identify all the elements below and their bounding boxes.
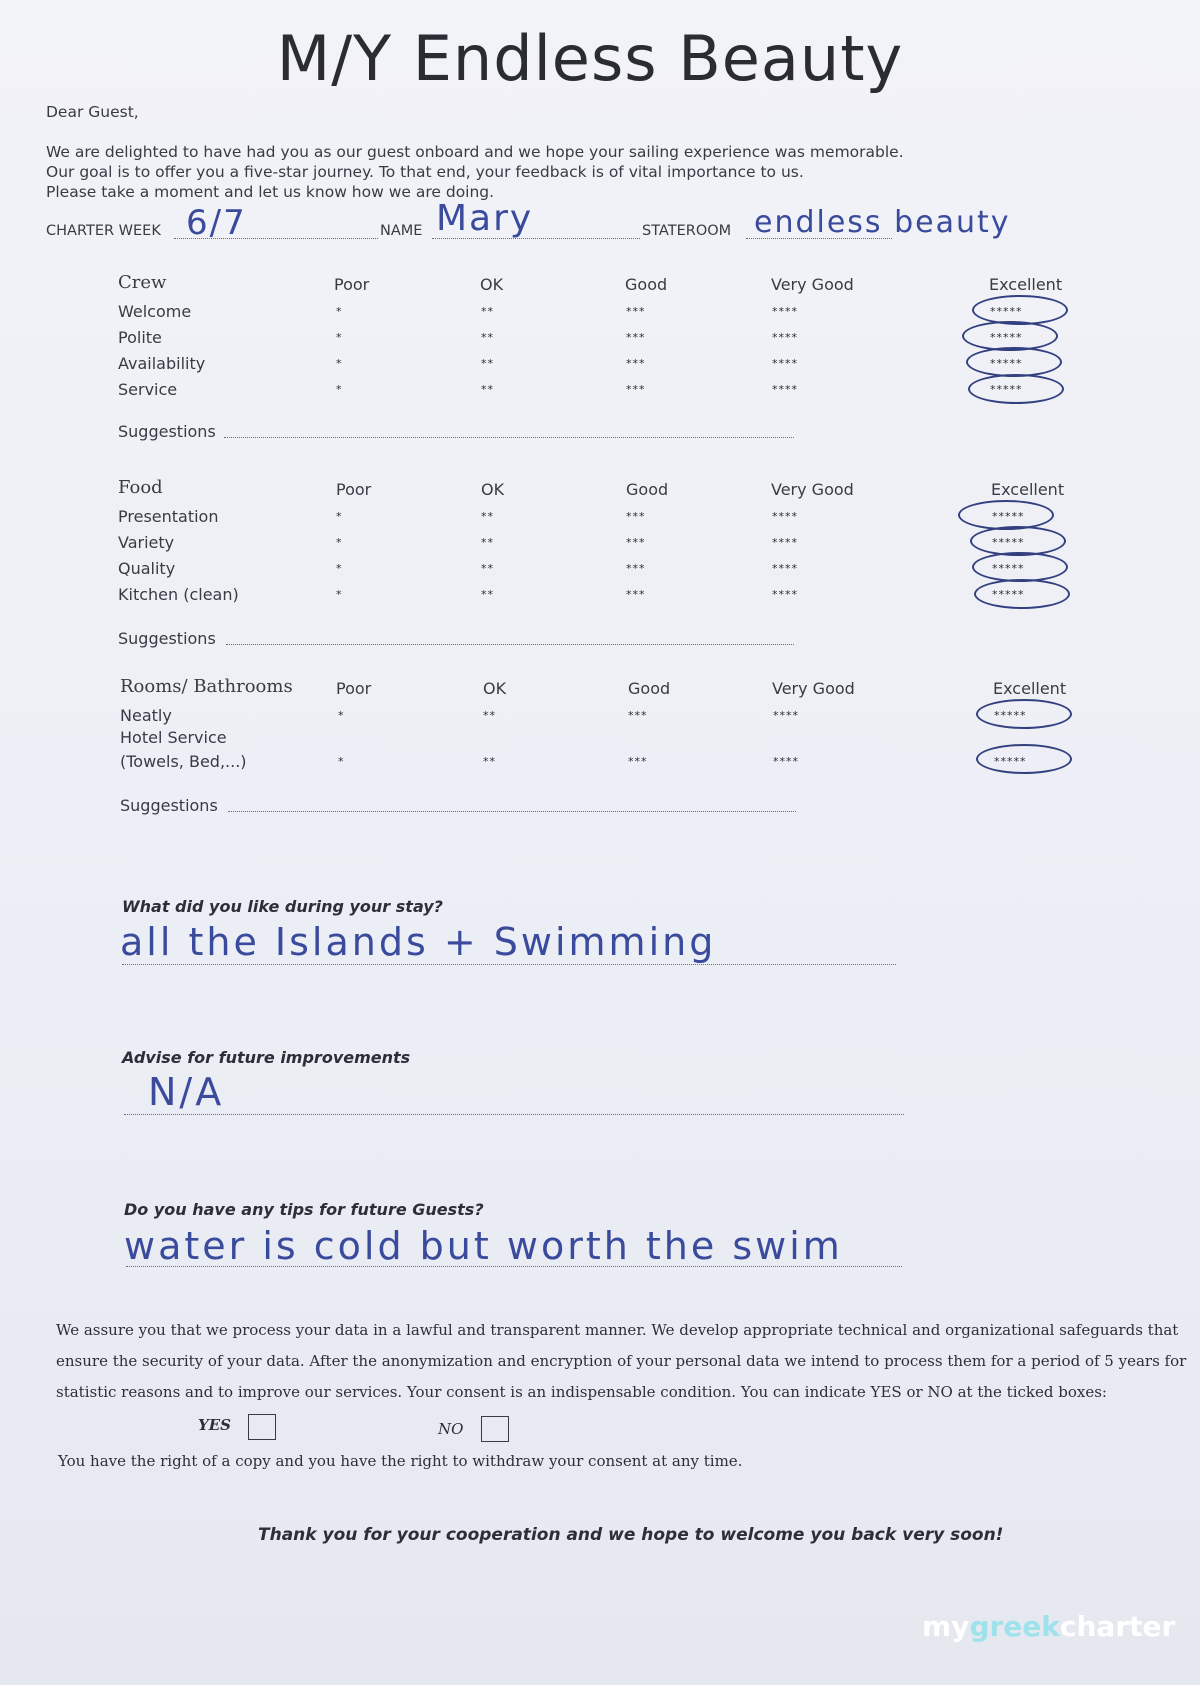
rating-1-star[interactable]: * xyxy=(336,331,343,344)
rating-5-star-selected[interactable]: ***** xyxy=(994,755,1027,768)
row-label: Hotel Service xyxy=(120,728,227,747)
legal-line-3: statistic reasons and to improve our services. Your consent is an indispensable condition. You can indicate YES or NO at the ticked boxes: xyxy=(56,1383,1107,1401)
stateroom-label: STATEROOM xyxy=(642,223,732,239)
rating-1-star[interactable]: * xyxy=(336,383,343,396)
rating-1-star[interactable]: * xyxy=(336,588,343,601)
row-label: Variety xyxy=(118,533,175,552)
suggestions-label: Suggestions xyxy=(118,629,216,648)
rating-3-star[interactable]: *** xyxy=(628,709,648,722)
mygreekcharter-logo xyxy=(922,1610,1175,1643)
rating-3-star[interactable]: *** xyxy=(626,510,646,523)
rating-3-star[interactable]: *** xyxy=(626,331,646,344)
intro-line-3: Please take a moment and let us know how we are doing. xyxy=(46,183,495,201)
rating-3-star[interactable]: *** xyxy=(626,536,646,549)
rating-3-star[interactable]: *** xyxy=(626,305,646,318)
rating-3-star[interactable]: *** xyxy=(628,755,648,768)
stateroom-value[interactable]: endless beauty xyxy=(754,205,1011,240)
name-value[interactable]: Mary xyxy=(436,198,534,239)
rating-5-star-selected[interactable]: ***** xyxy=(990,305,1023,318)
rating-5-star-selected[interactable]: ***** xyxy=(992,588,1025,601)
selection-circle xyxy=(972,552,1068,582)
rating-1-star[interactable]: * xyxy=(336,510,343,523)
column-very-good: Very Good xyxy=(771,275,854,294)
answer-tips[interactable]: water is cold but worth the swim xyxy=(124,1224,843,1268)
rating-4-star[interactable]: **** xyxy=(773,709,799,722)
no-checkbox[interactable] xyxy=(481,1416,509,1442)
selection-circle xyxy=(968,374,1064,404)
column-ok: OK xyxy=(483,679,507,698)
rating-2-star[interactable]: ** xyxy=(481,331,494,344)
row-label: Polite xyxy=(118,328,162,347)
rating-1-star[interactable]: * xyxy=(336,305,343,318)
rating-4-star[interactable]: **** xyxy=(773,755,799,768)
suggestions-line[interactable] xyxy=(228,811,796,812)
rating-2-star[interactable]: ** xyxy=(481,357,494,370)
legal-line-2: ensure the security of your data. After the anonymization and encryption of your personal data we intend to process them for a period of 5 years for xyxy=(56,1352,1187,1370)
rating-1-star[interactable]: * xyxy=(336,562,343,575)
selection-circle xyxy=(966,347,1062,377)
rating-4-star[interactable]: **** xyxy=(772,536,798,549)
row-label: Availability xyxy=(118,354,206,373)
intro-line-2: Our goal is to offer you a five-star journey. To that end, your feedback is of vital importance to us. xyxy=(46,163,804,181)
page-title: M/Y Endless Beauty xyxy=(276,22,904,95)
row-label: Welcome xyxy=(118,302,192,321)
column-ok: OK xyxy=(480,275,504,294)
suggestions-label: Suggestions xyxy=(120,796,218,815)
rating-2-star[interactable]: ** xyxy=(481,562,494,575)
thank-you-message: Thank you for your cooperation and we hope to welcome you back very soon! xyxy=(258,1525,1004,1545)
rating-2-star[interactable]: ** xyxy=(481,588,494,601)
column-poor: Poor xyxy=(336,480,372,499)
selection-circle xyxy=(976,699,1072,729)
answer-liked[interactable]: all the Islands + Swimming xyxy=(120,920,717,964)
logo-part-my: my xyxy=(922,1610,970,1643)
column-excellent: Excellent xyxy=(993,679,1067,698)
rating-2-star[interactable]: ** xyxy=(481,536,494,549)
rating-2-star[interactable]: ** xyxy=(481,383,494,396)
column-good: Good xyxy=(626,480,669,499)
suggestions-label: Suggestions xyxy=(118,422,216,441)
rating-2-star[interactable]: ** xyxy=(483,709,496,722)
suggestions-line[interactable] xyxy=(224,437,794,438)
yes-checkbox[interactable] xyxy=(248,1414,276,1440)
rating-5-star-selected[interactable]: ***** xyxy=(990,357,1023,370)
question-tips: Do you have any tips for future Guests? xyxy=(124,1200,484,1219)
rating-4-star[interactable]: **** xyxy=(772,510,798,523)
rating-4-star[interactable]: **** xyxy=(772,562,798,575)
column-poor: Poor xyxy=(334,275,370,294)
rating-2-star[interactable]: ** xyxy=(481,305,494,318)
rating-5-star-selected[interactable]: ***** xyxy=(990,331,1023,344)
legal-line-1: We assure you that we process your data in a lawful and transparent manner. We develop appropriate technical and organizational safeguards that xyxy=(56,1321,1179,1339)
selection-circle xyxy=(974,579,1070,609)
rating-4-star[interactable]: **** xyxy=(772,588,798,601)
intro-line-1: We are delighted to have had you as our guest onboard and we hope your sailing experience was memorable. xyxy=(46,143,904,161)
rating-5-star-selected[interactable]: ***** xyxy=(992,536,1025,549)
rating-3-star[interactable]: *** xyxy=(626,562,646,575)
column-very-good: Very Good xyxy=(771,480,854,499)
charter-week-value[interactable]: 6/7 xyxy=(186,203,247,243)
name-label: NAME xyxy=(380,223,423,239)
column-ok: OK xyxy=(481,480,505,499)
question-liked: What did you like during your stay? xyxy=(122,897,443,916)
question-improvements: Advise for future improvements xyxy=(122,1048,411,1067)
rating-5-star-selected[interactable]: ***** xyxy=(990,383,1023,396)
rating-1-star[interactable]: * xyxy=(338,709,345,722)
rating-4-star[interactable]: **** xyxy=(772,357,798,370)
rating-5-star-selected[interactable]: ***** xyxy=(994,709,1027,722)
rating-1-star[interactable]: * xyxy=(338,755,345,768)
rating-3-star[interactable]: *** xyxy=(626,588,646,601)
rating-2-star[interactable]: ** xyxy=(481,510,494,523)
rating-4-star[interactable]: **** xyxy=(772,331,798,344)
row-label: Service xyxy=(118,380,178,399)
rating-4-star[interactable]: **** xyxy=(772,383,798,396)
column-good: Good xyxy=(625,275,668,294)
suggestions-line[interactable] xyxy=(226,644,794,645)
answer-improvements[interactable]: N/A xyxy=(148,1070,225,1114)
answer-line xyxy=(124,1114,904,1115)
rating-2-star[interactable]: ** xyxy=(483,755,496,768)
consent-rights: You have the right of a copy and you have the right to withdraw your consent at any time. xyxy=(58,1452,743,1470)
row-label: Neatly xyxy=(120,706,172,725)
row-label: Kitchen (clean) xyxy=(118,585,239,604)
section-title: Rooms/ Bathrooms xyxy=(120,676,293,697)
row-label: (Towels, Bed,...) xyxy=(120,752,247,771)
logo-part-greek: greek xyxy=(969,1610,1060,1643)
rating-1-star[interactable]: * xyxy=(336,536,343,549)
answer-line xyxy=(126,1266,902,1267)
selection-circle xyxy=(976,744,1072,774)
row-label: Quality xyxy=(118,559,176,578)
rating-5-star-selected[interactable]: ***** xyxy=(992,562,1025,575)
column-good: Good xyxy=(628,679,671,698)
rating-3-star[interactable]: *** xyxy=(626,383,646,396)
greeting: Dear Guest, xyxy=(46,103,139,121)
section-title: Crew xyxy=(118,272,167,293)
column-excellent: Excellent xyxy=(989,275,1063,294)
column-very-good: Very Good xyxy=(772,679,855,698)
rating-4-star[interactable]: **** xyxy=(772,305,798,318)
row-label: Presentation xyxy=(118,507,219,526)
rating-1-star[interactable]: * xyxy=(336,357,343,370)
column-poor: Poor xyxy=(336,679,372,698)
answer-line xyxy=(122,964,896,965)
logo-part-charter: charter xyxy=(1059,1610,1176,1643)
section-title: Food xyxy=(118,477,163,498)
yes-label: YES xyxy=(198,1416,231,1434)
rating-3-star[interactable]: *** xyxy=(626,357,646,370)
no-label: NO xyxy=(438,1420,464,1438)
rating-5-star-selected[interactable]: ***** xyxy=(992,510,1025,523)
charter-week-label: CHARTER WEEK xyxy=(46,223,161,239)
column-excellent: Excellent xyxy=(991,480,1065,499)
